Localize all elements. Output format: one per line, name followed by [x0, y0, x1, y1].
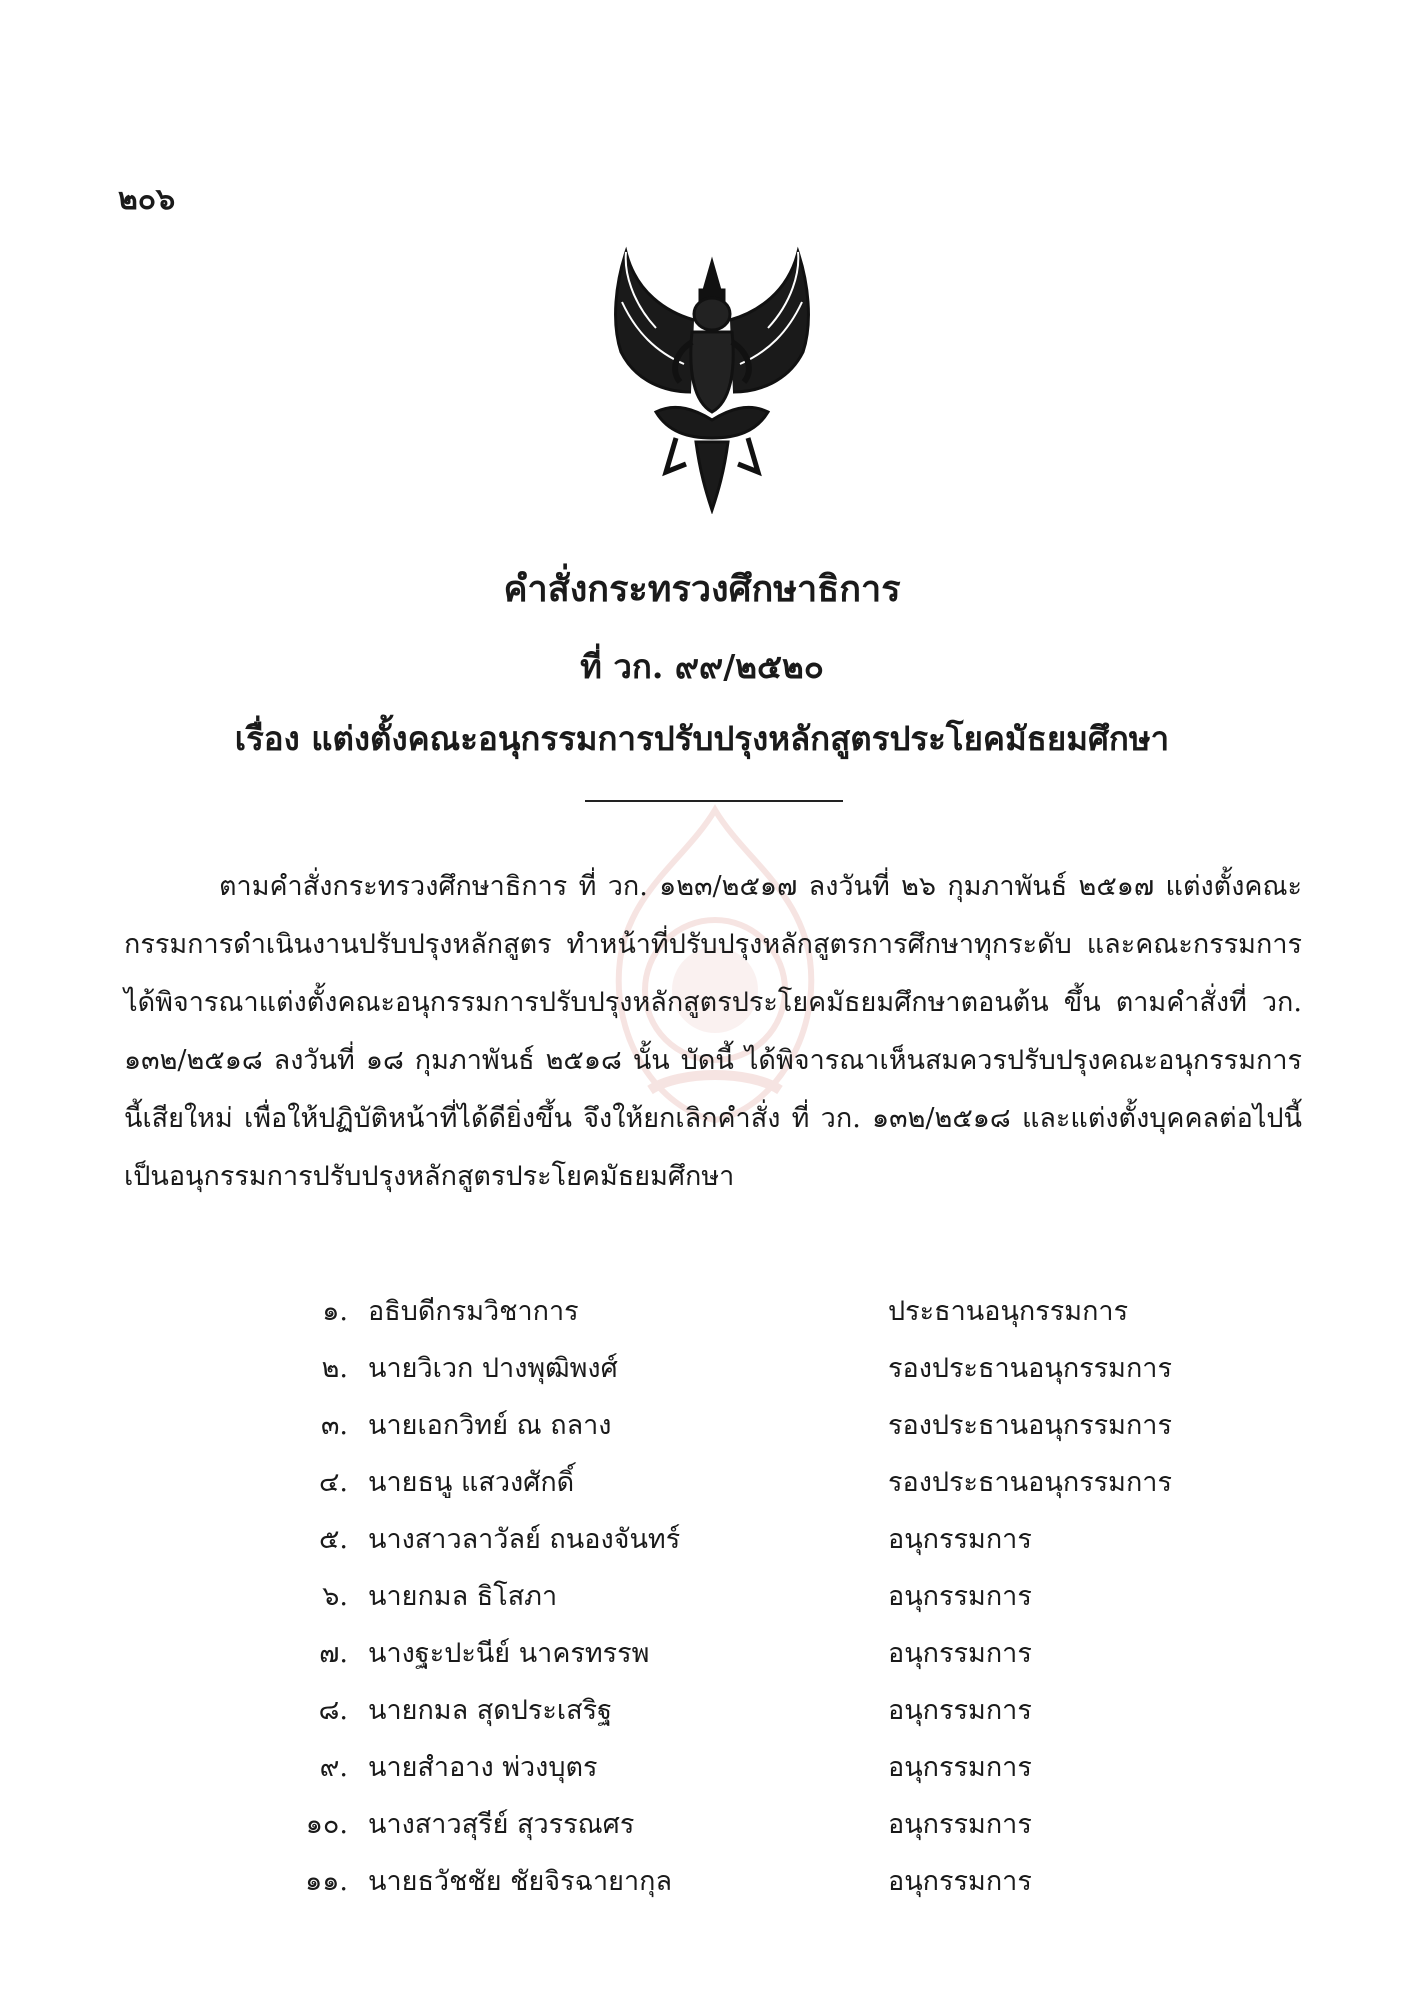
member-role: อนุกรรมการ: [888, 1638, 1032, 1669]
member-number: ๙.: [319, 1752, 348, 1783]
member-row: [268, 1453, 1238, 1510]
member-row: [268, 1681, 1238, 1738]
member-number: ๕.: [318, 1524, 348, 1555]
title-divider: [585, 800, 843, 802]
member-name: อธิบดีกรมวิชาการ: [368, 1296, 579, 1327]
member-row: [268, 1795, 1238, 1852]
member-row: [268, 1567, 1238, 1624]
body-paragraph: ตามคำสั่งกระทรวงศึกษาธิการ ที่ วก. ๑๒๓/๒๕๑๗ ลงวันที่ ๒๖ กุมภาพันธ์ ๒๕๑๗ แต่งตั้งคณะกรรมการดำเนินงานปรับปรุงหลักสูตร ทำหน้าที่ปรับปรุงหลักสูตรการศึกษาทุกระดับ และคณะกรรมการได้พิจารณาแต่งตั้งคณะอนุกรรมการปรับปรุงหลักสูตรประโยคมัธยมศึกษาตอนต้น ขึ้น ตามคำสั่งที่ วก. ๑๓๒/๒๕๑๘ ลงวันที่ ๑๘ กุมภาพันธ์ ๒๕๑๘ นั้น บัดนี้ ได้พิจารณาเห็นสมควรปรับปรุงคณะอนุกรรมการนี้เสียใหม่ เพื่อให้ปฏิบัติหน้าที่ได้ดียิ่งขึ้น จึงให้ยกเลิกคำสั่ง ที่ วก. ๑๓๒/๒๕๑๘ และแต่งตั้งบุคคลต่อไปนี้เป็นอนุกรรมการปรับปรุงหลักสูตรประโยคมัธยมศึกษา: [124, 871, 1302, 1192]
member-number: ๓.: [320, 1410, 348, 1441]
member-name: นายธวัชชัย ชัยจิรฉายากุล: [368, 1866, 673, 1897]
member-name: นางฐะปะนีย์ นาครทรรพ: [368, 1638, 650, 1669]
order-number: ที่ วก. ๙๙/๒๕๒๐: [580, 647, 824, 686]
member-name: นายวิเวก ปางพุฒิพงศ์: [368, 1353, 618, 1384]
member-row: [268, 1738, 1238, 1795]
member-name: นายสำอาง พ่วงบุตร: [368, 1752, 598, 1783]
member-role: รองประธานอนุกรรมการ: [888, 1467, 1172, 1498]
member-number: ๔.: [318, 1467, 348, 1498]
member-role: รองประธานอนุกรรมการ: [888, 1410, 1172, 1441]
member-number: ๑๐.: [305, 1809, 348, 1840]
page-number: ๒๐๖: [118, 182, 176, 217]
member-role: อนุกรรมการ: [888, 1524, 1032, 1555]
member-row: [268, 1282, 1238, 1339]
member-row: [268, 1396, 1238, 1453]
member-number: ๒.: [321, 1353, 348, 1384]
member-name: นายเอกวิทย์ ณ ถลาง: [368, 1410, 612, 1441]
member-row: [268, 1510, 1238, 1567]
member-name: นางสาวสุรีย์ สุวรรณศร: [368, 1809, 635, 1840]
member-name: นางสาวลาวัลย์ ถนองจันทร์: [368, 1524, 681, 1555]
member-name: นายธนู แสวงศักดิ์: [368, 1467, 575, 1498]
member-role: อนุกรรมการ: [888, 1866, 1032, 1897]
member-row: [268, 1339, 1238, 1396]
document-title: คำสั่งกระทรวงศึกษาธิการ: [503, 568, 901, 610]
member-name: นายกมล สุดประเสริฐ: [368, 1695, 612, 1726]
member-row: [268, 1624, 1238, 1681]
member-role: อนุกรรมการ: [888, 1695, 1032, 1726]
member-role: อนุกรรมการ: [888, 1581, 1032, 1612]
member-list: [268, 1282, 1238, 1909]
member-number: ๘.: [318, 1695, 348, 1726]
member-number: ๑๑.: [305, 1866, 348, 1897]
member-role: อนุกรรมการ: [888, 1809, 1032, 1840]
document-subject: เรื่อง แต่งตั้งคณะอนุกรรมการปรับปรุงหลักสูตรประโยคมัธยมศึกษา: [234, 719, 1170, 758]
member-role: อนุกรรมการ: [888, 1752, 1032, 1783]
member-number: ๑.: [322, 1296, 348, 1327]
member-row: [268, 1852, 1238, 1909]
member-role: ประธานอนุกรรมการ: [888, 1296, 1129, 1327]
member-number: ๖.: [322, 1581, 348, 1612]
garuda-emblem-icon: [596, 242, 828, 514]
member-name: นายกมล ธิโสภา: [368, 1581, 558, 1612]
member-role: รองประธานอนุกรรมการ: [888, 1353, 1172, 1384]
member-number: ๗.: [319, 1638, 348, 1669]
